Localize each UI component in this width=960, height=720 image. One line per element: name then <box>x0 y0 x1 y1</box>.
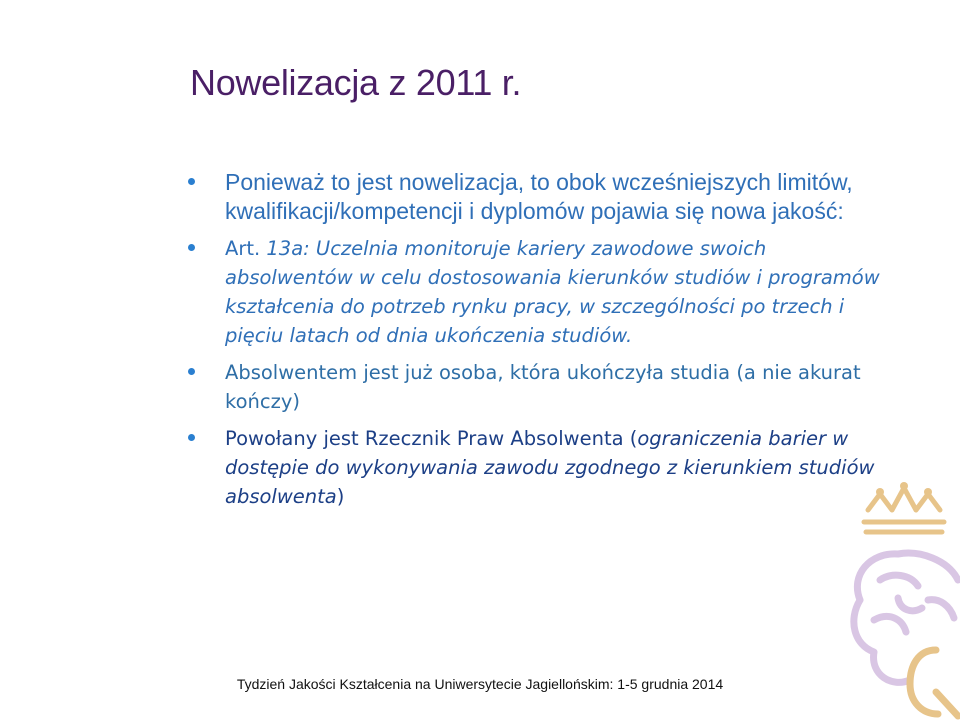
bullet-text <box>225 237 880 347</box>
bullet-item <box>186 358 886 416</box>
bullet-dot-icon <box>188 244 195 251</box>
bullet-text <box>225 427 874 508</box>
bullet-text: Absolwentem jest już osoba, która ukończyła studia (a nie akurat kończy) <box>225 361 861 413</box>
bullet-text-plain: Art. <box>225 237 261 260</box>
bullet-dot-icon <box>188 368 195 375</box>
bullet-dot-icon <box>188 434 195 441</box>
bullet-dot-icon <box>188 178 195 185</box>
bullet-text-close: ) <box>336 485 345 508</box>
bullet-text-italic: ograniczenia barier w dostępie do wykonywania zawodu zgodnego z kierunkiem studiów absolwenta <box>225 427 875 508</box>
slide-title: Nowelizacja z 2011 r. <box>190 62 522 103</box>
bullet-text: Ponieważ to jest nowelizacja, to obok wcześniejszych limitów, kwalifikacji/kompetencji i dyplomów pojawia się nowa jakość: <box>225 169 853 224</box>
bullet-item <box>186 234 886 350</box>
slide-footer: Tydzień Jakości Kształcenia na Uniwersytecie Jagiellońskim: 1-5 grudnia 2014 <box>236 676 724 692</box>
bullet-list <box>186 168 886 519</box>
crown-brain-logo-icon <box>840 480 960 720</box>
bullet-text-plain: Powołany jest Rzecznik Praw Absolwenta ( <box>225 427 638 450</box>
bullet-item <box>186 168 886 226</box>
bullet-text-quote: 13a: Uczelnia monitoruje kariery zawodowe swoich absolwentów w celu dostosowania kierunków studiów i programów kształcenia do potrzeb rynku pracy, w szczególności po trzech i pięciu latach od dnia ukończenia studiów. <box>225 237 880 347</box>
bullet-item <box>186 424 886 511</box>
